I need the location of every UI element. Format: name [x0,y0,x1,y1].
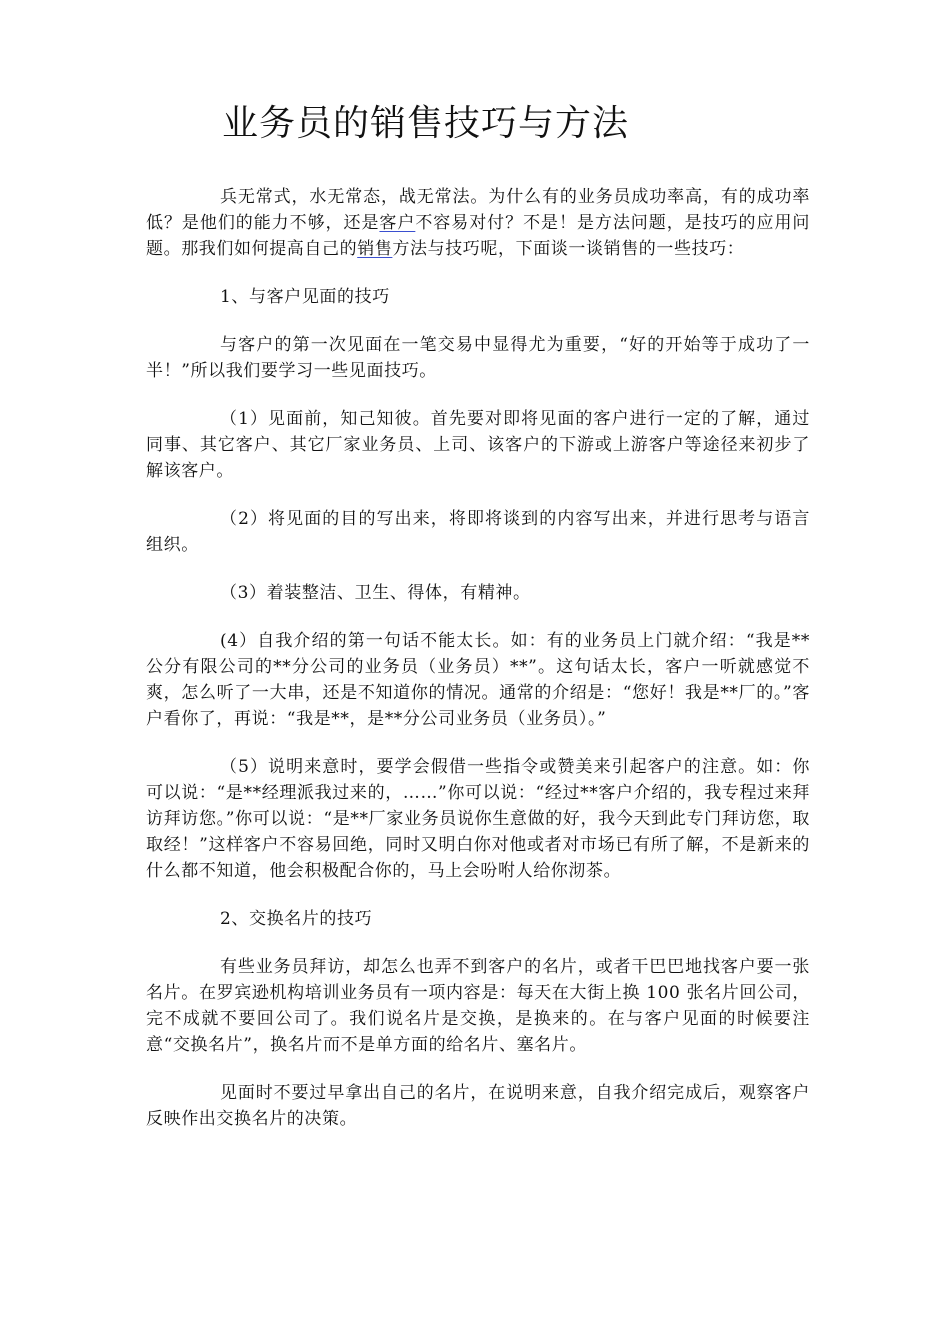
list-item: （3）着装整洁、卫生、得体，有精神。 [220,583,531,603]
paragraph: 见面时不要过早拿出自己的名片，在说明来意，自我介绍完成后，观察客户反映作出交换名片的决策。 [146,1083,810,1129]
section-heading: 1、与客户见面的技巧 [220,287,390,307]
intro-text-1: 兵无常式，水无常态，战无常法。为什么有的业务员成功率高，有的成功率低？是他们的能力不够，还是 [146,187,810,233]
list-item: （5）说明来意时，要学会假借一些指令或赞美来引起客户的注意。如：你可以说：“是**经理派我过来的，……”你可以说：“经过**客户介绍的，我专程过来拜访拜访您。”你可以说：“是**厂家业务员说你生意做的好，我今天到此专门拜访您，取取经！”这样客户不容易回绝，同时又明白你对他或者对市场已有所了解，不是新来的什么都不知道，他会积极配合你的，马上会吩咐人给你沏茶。 [146,757,810,881]
list-item: （2）将见面的目的写出来，将即将谈到的内容写出来，并进行思考与语言组织。 [146,509,810,555]
intro-text-3: 方法与技巧呢，下面谈一谈销售的一些技巧： [392,239,745,259]
list-item: （1）见面前，知己知彼。首先要对即将见面的客户进行一定的了解，通过同事、其它客户、其它厂家业务员、上司、该客户的下游或上游客户等途径来初步了解该客户。 [146,409,810,481]
section-intro: 与客户的第一次见面在一笔交易中显得尤为重要，“好的开始等于成功了一半！”所以我们要学习一些见面技巧。 [146,335,810,381]
list-item: (4）自我介绍的第一句话不能太长。如：有的业务员上门就介绍：“我是**公分有限公司的**分公司的业务员（业务员）**”。这句话太长，客户一听就感觉不爽，怎么听了一大串，还是不知道你的情况。通常的介绍是：“您好！我是**厂的。”客户看你了，再说：“我是**，是**分公司业务员（业务员）。” [146,631,810,729]
document-title: 业务员的销售技巧与方法 [222,103,630,144]
sales-link[interactable]: 销售 [357,239,393,259]
section-heading: 2、交换名片的技巧 [220,909,373,929]
document-body [146,184,810,1154]
intro-paragraph [146,184,810,262]
paragraph: 有些业务员拜访，却怎么也弄不到客户的名片，或者干巴巴地找客户要一张名片。在罗宾逊机构培训业务员有一项内容是：每天在大街上换 100 张名片回公司，完不成就不要回公司了。我们说名片是交换，是换来的。在与客户见面的时候要注意“交换名片”，换名片而不是单方面的给名片、塞名片。 [146,957,810,1055]
intro-text-2: 不容易对付？不是！是方法问题，是技巧的应用问题。那我们如何提高自己的 [146,213,810,259]
customer-link[interactable]: 客户 [379,213,416,233]
